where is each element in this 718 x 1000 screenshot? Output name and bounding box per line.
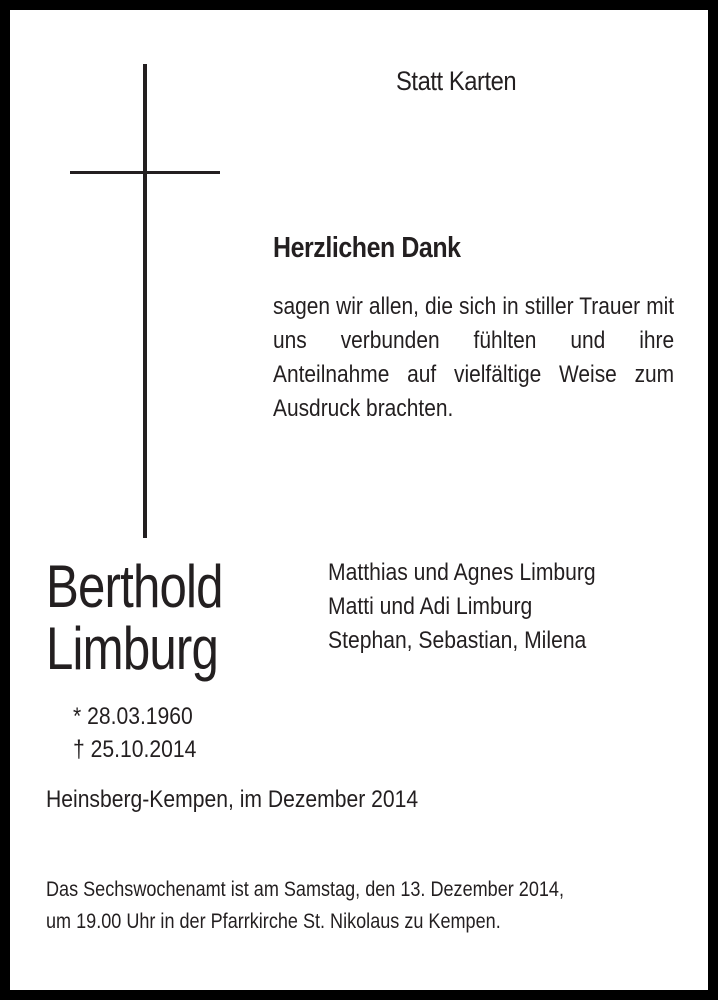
cross-icon-vertical-bar (143, 64, 147, 538)
cross-icon-horizontal-bar (70, 171, 220, 174)
deceased-last-name: Limburg (46, 615, 219, 682)
family-line: Stephan, Sebastian, Milena (328, 627, 587, 654)
death-date: † 25.10.2014 (73, 736, 197, 763)
service-notice-line: um 19.00 Uhr in der Pfarrkirche St. Nikolaus zu Kempen. (46, 910, 501, 933)
statt-karten-label: Statt Karten (396, 66, 517, 96)
service-notice-line: Das Sechswochenamt ist am Samstag, den 13. Dezember 2014, (46, 878, 564, 901)
family-line: Matti und Adi Limburg (328, 593, 533, 620)
place-date: Heinsberg-Kempen, im Dezember 2014 (46, 786, 419, 813)
life-dates (73, 700, 196, 766)
family-line: Matthias und Agnes Limburg (328, 559, 596, 586)
thanks-body: sagen wir allen, die sich in stiller Trauer mit uns verbunden fühlten und ihre Anteilnahme auf vielfältige Weise zum Ausdruck brachten. (273, 293, 675, 422)
deceased-first-name: Berthold (46, 553, 223, 620)
birth-date: * 28.03.1960 (73, 703, 193, 730)
family-signatories (328, 556, 596, 658)
obituary-card (10, 10, 708, 990)
deceased-name (46, 553, 223, 682)
service-notice (46, 874, 564, 938)
thanks-heading: Herzlichen Dank (273, 232, 461, 264)
